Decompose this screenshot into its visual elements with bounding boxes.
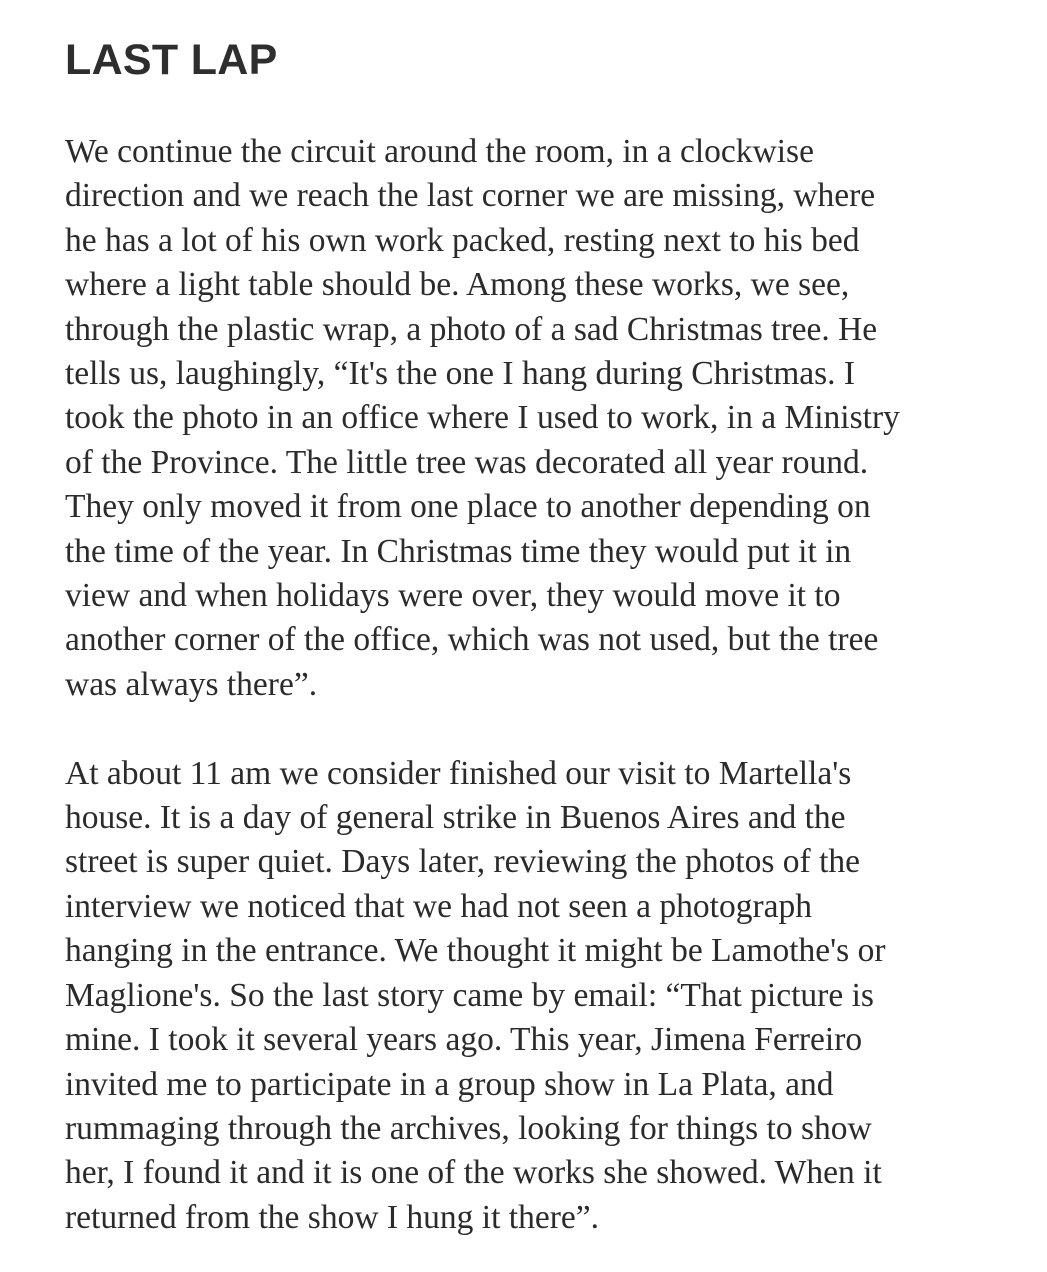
- body-paragraph-2: At about 11 am we consider finished our visit to Martella's house. It is a day of general strike in Buenos Aires and the street is super quiet. Days later, reviewing the photos of the interview we noticed that we had not seen a photograph hanging in the entrance. We thought it might be Lamothe's or Maglione's. So the last story came by email: “That picture is mine. I took it several years ago. This year, Jimena Ferreiro invited me to participate in a group show in La Plata, and rummaging through the archives, looking for things to show her, I found it and it is one of the works she showed. When it returned from the show I hung it there”.: [65, 754, 886, 1236]
- body-paragraph-1: We continue the circuit around the room, in a clockwise direction and we reach the last corner we are missing, where he has a lot of his own work packed, resting next to his bed where a light table should be. Among these works, we see, through the plastic wrap, a photo of a sad Christmas tree. He tells us, laughingly, “It's the one I hang during Christmas. I took the photo in an office where I used to work, in a Ministry of the Province. The little tree was decorated all year round. They only moved it from one place to another depending on the time of the year. In Christmas time they would put it in view and when holidays were over, they would move it to another corner of the office, which was not used, but the tree was always there”.: [65, 133, 900, 703]
- document-page: [65, 0, 1025, 1240]
- section-heading: LAST LAP: [65, 36, 278, 84]
